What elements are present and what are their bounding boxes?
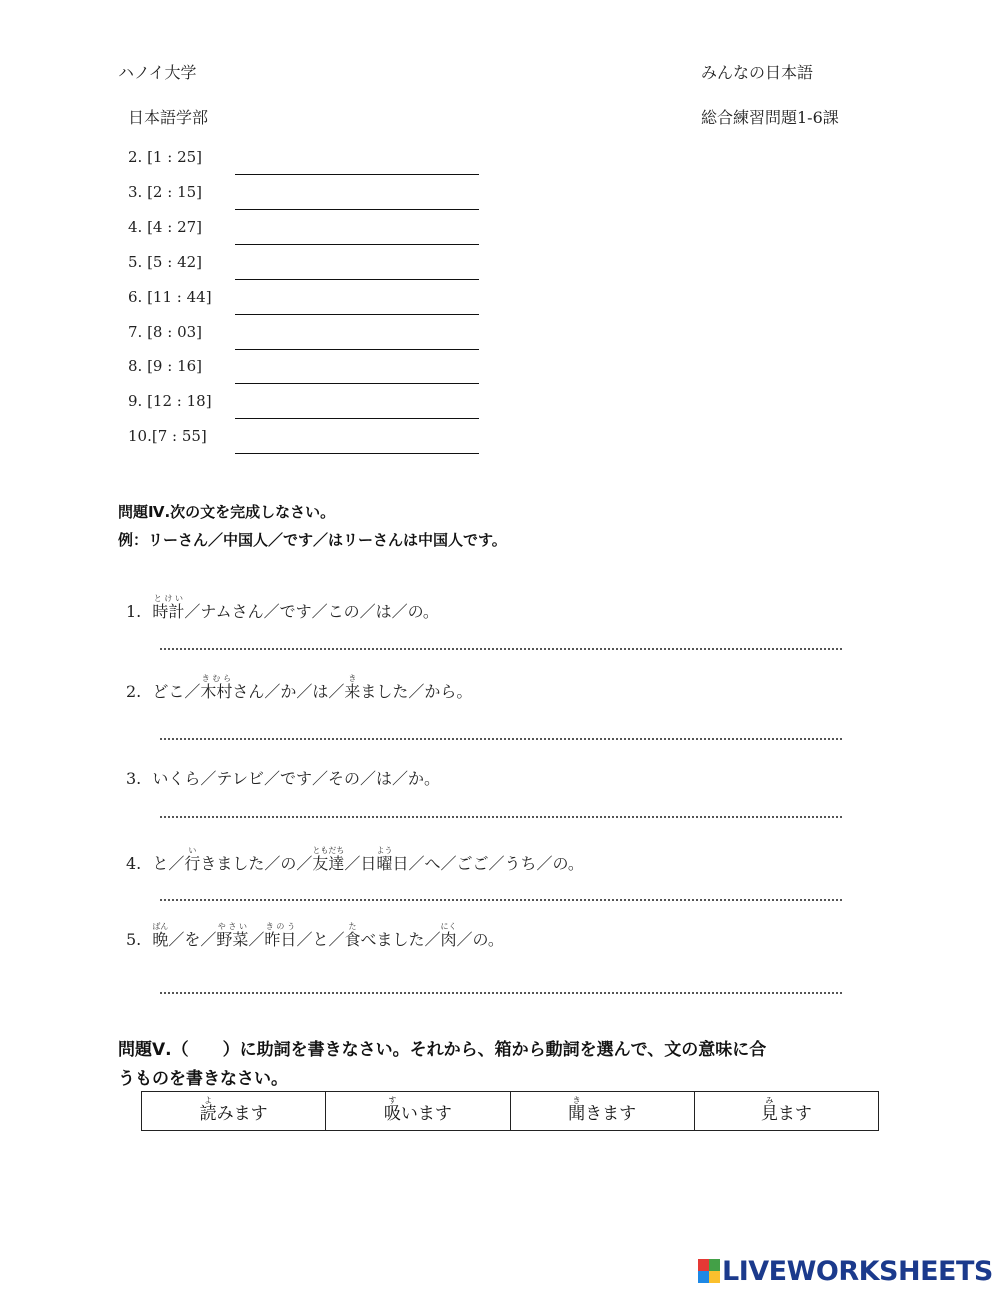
verb-cell-mimasu [695,1092,878,1130]
liveworksheets-brand [698,1256,993,1286]
sentence-item-3 [126,766,440,789]
verb-kanji-base: 見 [760,1104,778,1124]
time-item-label: 5. [5 : 42] [128,253,203,271]
verb-cell-kikimasu [511,1092,695,1130]
item-text: 時計とけい／ナムさん／です／この／は／の。 [152,594,439,621]
time-item-label: 4. [4 : 27] [128,218,203,236]
time-answer-input[interactable] [235,193,479,210]
time-item-label: 8. [9 : 16] [128,357,203,375]
verb-text [384,1096,452,1124]
time-answer-input[interactable] [235,298,479,315]
item-text: と／行いきました／の／友達ともだち／日曜よう日／へ／ごご／うち／の。 [152,846,584,873]
item-number: 2. [126,682,142,701]
sentence-item-2 [126,674,472,702]
verb-furigana: す [383,1096,401,1105]
sentence-item-4 [126,846,584,874]
section4-title: 問題Ⅳ.次の文を完成しなさい。 [118,503,336,521]
sentence-item-1 [126,594,439,622]
logo-square [709,1259,720,1271]
verb-okurigana: います [400,1104,452,1124]
verb-kanji-base: 吸 [383,1104,401,1124]
verb-kanji-base: 聞 [568,1104,586,1124]
item-number: 5. [126,930,142,949]
time-item-label: 9. [12 : 18] [128,392,212,410]
section5-title-line2: うものを書きなさい。 [118,1069,288,1089]
section5-title-line1: 問題Ⅴ.（ ）に助詞を書きなさい。それから、箱から動詞を選んで、文の意味に合 [118,1040,767,1060]
item-text: いくら／テレビ／です／その／は／か。 [152,769,441,788]
worksheet-title: 総合練習問題1-6課 [701,108,839,127]
time-answer-input[interactable] [235,437,479,454]
verb-text [200,1096,268,1124]
verb-furigana: き [568,1096,586,1105]
item-number: 4. [126,854,142,873]
time-answer-input[interactable] [235,333,479,350]
time-item-label: 2. [1 : 25] [128,148,203,166]
item-number: 1. [126,602,142,621]
verb-kanji [760,1096,778,1124]
time-item-label: 6. [11 : 44] [128,288,212,306]
verb-kanji-base: 読 [199,1104,217,1124]
verb-okurigana: きます [585,1104,637,1124]
verb-cell-suimasu [326,1092,510,1130]
answer-line-5[interactable] [160,972,842,994]
logo-square [709,1271,720,1283]
textbook-title: みんなの日本語 [701,63,814,82]
item-number: 3. [126,769,142,788]
time-item-label: 10.[7 : 55] [128,427,207,445]
time-item-label: 3. [2 : 15] [128,183,203,201]
time-answer-input[interactable] [235,402,479,419]
liveworksheets-logo-icon [698,1259,720,1283]
answer-line-3[interactable] [160,796,842,818]
verb-okurigana: ます [777,1104,812,1124]
verb-cell-yomimasu [142,1092,326,1130]
brand-name: LIVEWORKSHEETS [722,1255,993,1287]
department-name: 日本語学部 [128,108,209,127]
university-name: ハノイ大学 [118,63,197,82]
logo-square [698,1259,709,1271]
item-text: 晩ばん／を／野菜やさい／昨日きのう／と／食たべました／肉にく／の。 [152,922,504,949]
verb-furigana: よ [199,1096,217,1105]
answer-line-4[interactable] [160,879,842,901]
answer-line-2[interactable] [160,718,842,740]
verb-text [568,1096,636,1124]
verb-choice-box [141,1091,879,1131]
verb-kanji [568,1096,586,1124]
time-item-label: 7. [8 : 03] [128,323,203,341]
time-answer-input[interactable] [235,263,479,280]
verb-furigana: み [760,1096,778,1105]
sentence-item-5 [126,922,504,950]
time-answer-input[interactable] [235,158,479,175]
verb-text [761,1096,812,1124]
time-answer-input[interactable] [235,228,479,245]
verb-okurigana: みます [216,1104,268,1124]
answer-line-1[interactable] [160,628,842,650]
logo-square [698,1271,709,1283]
time-answer-input[interactable] [235,367,479,384]
verb-kanji [383,1096,401,1124]
section4-example: 例：リーさん／中国人／です／はリーさんは中国人です。 [118,531,507,549]
item-text: どこ／木村きむらさん／か／は／来きました／から。 [152,674,473,701]
verb-kanji [199,1096,217,1124]
